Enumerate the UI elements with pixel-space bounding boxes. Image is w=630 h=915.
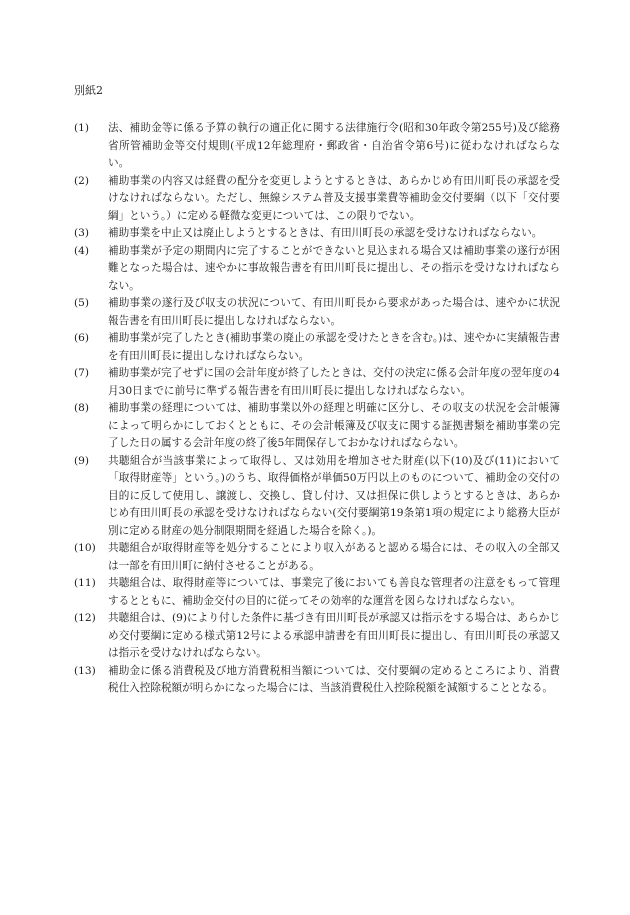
clause-number: (10) — [74, 542, 96, 554]
clause-item — [74, 243, 560, 296]
clause-text: 共聴組合が当該事業によって取得し、又は効用を増加させた財産(以下(10)及び(11)において「取得財産等」という。)のうち、取得価格が単価50万円以上のものについて、補助金の交付の目的に反して使用し、譲渡し、交換し、貸し付け、又は担保に供しようとするときは、あらかじめ有田川町長の承認を受けなければならない(交付要綱第19条第1項の規定により総務大臣が別に定める財産の処分制限期間を経過した場合を除く。)。 — [108, 454, 560, 537]
clause-item — [74, 330, 560, 365]
clause-text: 補助事業の経理については、補助事業以外の経理と明確に区分し、その収支の状況を会計帳簿によって明らかにしておくとともに、その会計帳簿及び収支に関する証拠書類を補助事業の完了した日の属する会計年度の終了後5年間保存しておかなければならない。 — [108, 402, 560, 449]
clause-number: (3) — [74, 227, 90, 239]
clause-number: (2) — [74, 174, 90, 187]
clause-number: (12) — [74, 612, 96, 624]
clause-number: (4) — [74, 244, 90, 257]
clause-text: 補助事業が予定の期間内に完了することができないと見込まれる場合又は補助事業の遂行が困難となった場合は、速やかに事故報告書を有田川町長に提出し、その指示を受けなければならない。 — [108, 244, 560, 292]
clause-item — [74, 365, 560, 400]
clause-text: 補助事業の遂行及び収支の状況について、有田川町長から要求があった場合は、速やかに状況報告書を有田川町長に提出しなければならない。 — [108, 297, 560, 327]
clause-number: (9) — [74, 454, 90, 467]
clause-item — [74, 453, 560, 541]
clause-item — [74, 295, 560, 330]
clause-item — [74, 663, 560, 698]
clause-text: 補助事業を中止又は廃止しようとするときは、有田川町長の承認を受けなければならない。 — [108, 227, 543, 239]
clause-item — [74, 400, 560, 453]
clause-number: (8) — [74, 402, 90, 414]
clause-number: (6) — [74, 332, 90, 344]
attachment-label: 別紙2 — [74, 84, 103, 97]
clause-text: 補助事業が完了せずに国の会計年度が終了したときは、交付の決定に係る会計年度の翌年度の4月30日までに前号に準ずる報告書を有田川町長に提出しなければならない。 — [108, 367, 560, 397]
clause-item — [74, 120, 560, 173]
clause-item — [74, 173, 560, 226]
clause-item — [74, 225, 560, 243]
clause-text: 補助金に係る消費税及び地方消費税相当額については、交付要綱の定めるところにより、消費税仕入控除税額が明らかになった場合には、当該消費税仕入控除税額を減額することとなる。 — [108, 664, 560, 694]
clause-text: 共聴組合は、取得財産等については、事業完了後においても善良な管理者の注意をもって管理するとともに、補助金交付の目的に従ってその効率的な運営を図らなければならない。 — [108, 577, 560, 607]
clause-text: 共聴組合が取得財産等を処分することにより収入があると認める場合には、その収入の全部又は一部を有田川町に納付させることがある。 — [108, 542, 560, 572]
clause-number: (1) — [74, 122, 90, 134]
clause-number: (5) — [74, 297, 90, 309]
clause-number: (13) — [74, 664, 96, 677]
clause-number: (7) — [74, 367, 90, 379]
clause-item — [74, 540, 560, 575]
clause-number: (11) — [74, 577, 96, 589]
clause-text: 補助事業の内容又は経費の配分を変更しようとするときは、あらかじめ有田川町長の承認を受けなければならない。ただし、無線システム普及支援事業費等補助金交付要綱（以下「交付要綱」という。）に定める軽微な変更については、この限りでない。 — [108, 174, 560, 222]
clause-list — [74, 120, 560, 698]
clause-item — [74, 610, 560, 663]
clause-text: 共聴組合は、(9)により付した条件に基づき有田川町長が承認又は指示をする場合は、あらかじめ交付要綱に定める様式第12号による承認申請書を有田川町長に提出し、有田川町長の承認又は指示を受けなければならない。 — [108, 612, 560, 659]
clause-text: 法、補助金等に係る予算の執行の適正化に関する法律施行令(昭和30年政令第255号)及び総務省所管補助金等交付規則(平成12年総理府・郵政省・自治省令第6号)に従わなければならない。 — [108, 122, 560, 169]
clause-text: 補助事業が完了したとき(補助事業の廃止の承認を受けたときを含む。)は、速やかに実績報告書を有田川町長に提出しなければならない。 — [108, 332, 560, 362]
clause-item — [74, 575, 560, 610]
